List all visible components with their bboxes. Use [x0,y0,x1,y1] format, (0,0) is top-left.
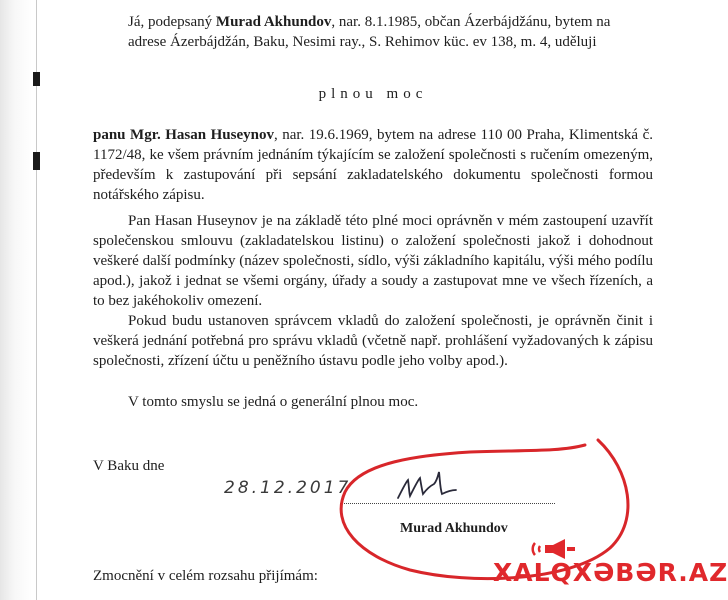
attorney-name: panu Mgr. Hasan Huseynov [93,127,274,143]
paragraph-deposits: Pokud budu ustanoven správcem vkladů do založení společnosti, je oprávněn činit i veškerá jednání potřebná pro správu vkladů (včetně např. prohlášení vyžadovaných k zápisu společnosti, zřízení účtu u peněžního ústavu podle jeho volby apod.). [93,313,653,369]
paragraph-attorney-rest: , nar. 19.6.1969, bytem na adrese 110 00 Praha, Klimentská č. 1172/48, ke všem právním jednáním týkajícím se založení společnosti s ručením omezeným, především k zastupování při sepsání zakladatelského dokumentu společnosti formou notářského zápisu. [93,127,653,203]
paragraph-general: V tomto smyslu se jedná o generální plnou moc. [128,394,419,410]
signer-name: Murad Akhundov [400,521,508,536]
handwritten-date: 28.12.2017 [224,478,352,498]
grantor-name: Murad Akhundov [215,14,332,30]
document-title: plnou moc [318,86,428,102]
intro-rest: , nar. 8.1.1985, občan Ázerbájdžánu, bytem na adrese Ázerbájdžán, Baku, Nesimi ray., S. Rehimov küc. ev 138, m. 4, uděluji [128,14,611,50]
place-and-date-label: V Baku dne [93,458,165,474]
acceptance-label: Zmocnění v celém rozsahu přijímám: [93,568,318,584]
intro-prefix: Já, podepsaný [128,14,216,30]
watermark-text: XALQXƏBƏR.AZ [493,558,728,587]
paragraph-powers: Pan Hasan Huseynov je na základě této plné moci oprávněn v mém zastoupení uzavřít společenskou smlouvu (zakladatelskou listinu) o založení společnosti jakož i dohodnout veškeré další podmínky (název společnosti, sídlo, výši základního kapitálu, výši mého podílu apod.), jakož i jednat se všemi orgány, úřady a soudy a zastupovat mne ve všech řízeních, a to bez jakéhokoliv omezení. [93,213,653,309]
